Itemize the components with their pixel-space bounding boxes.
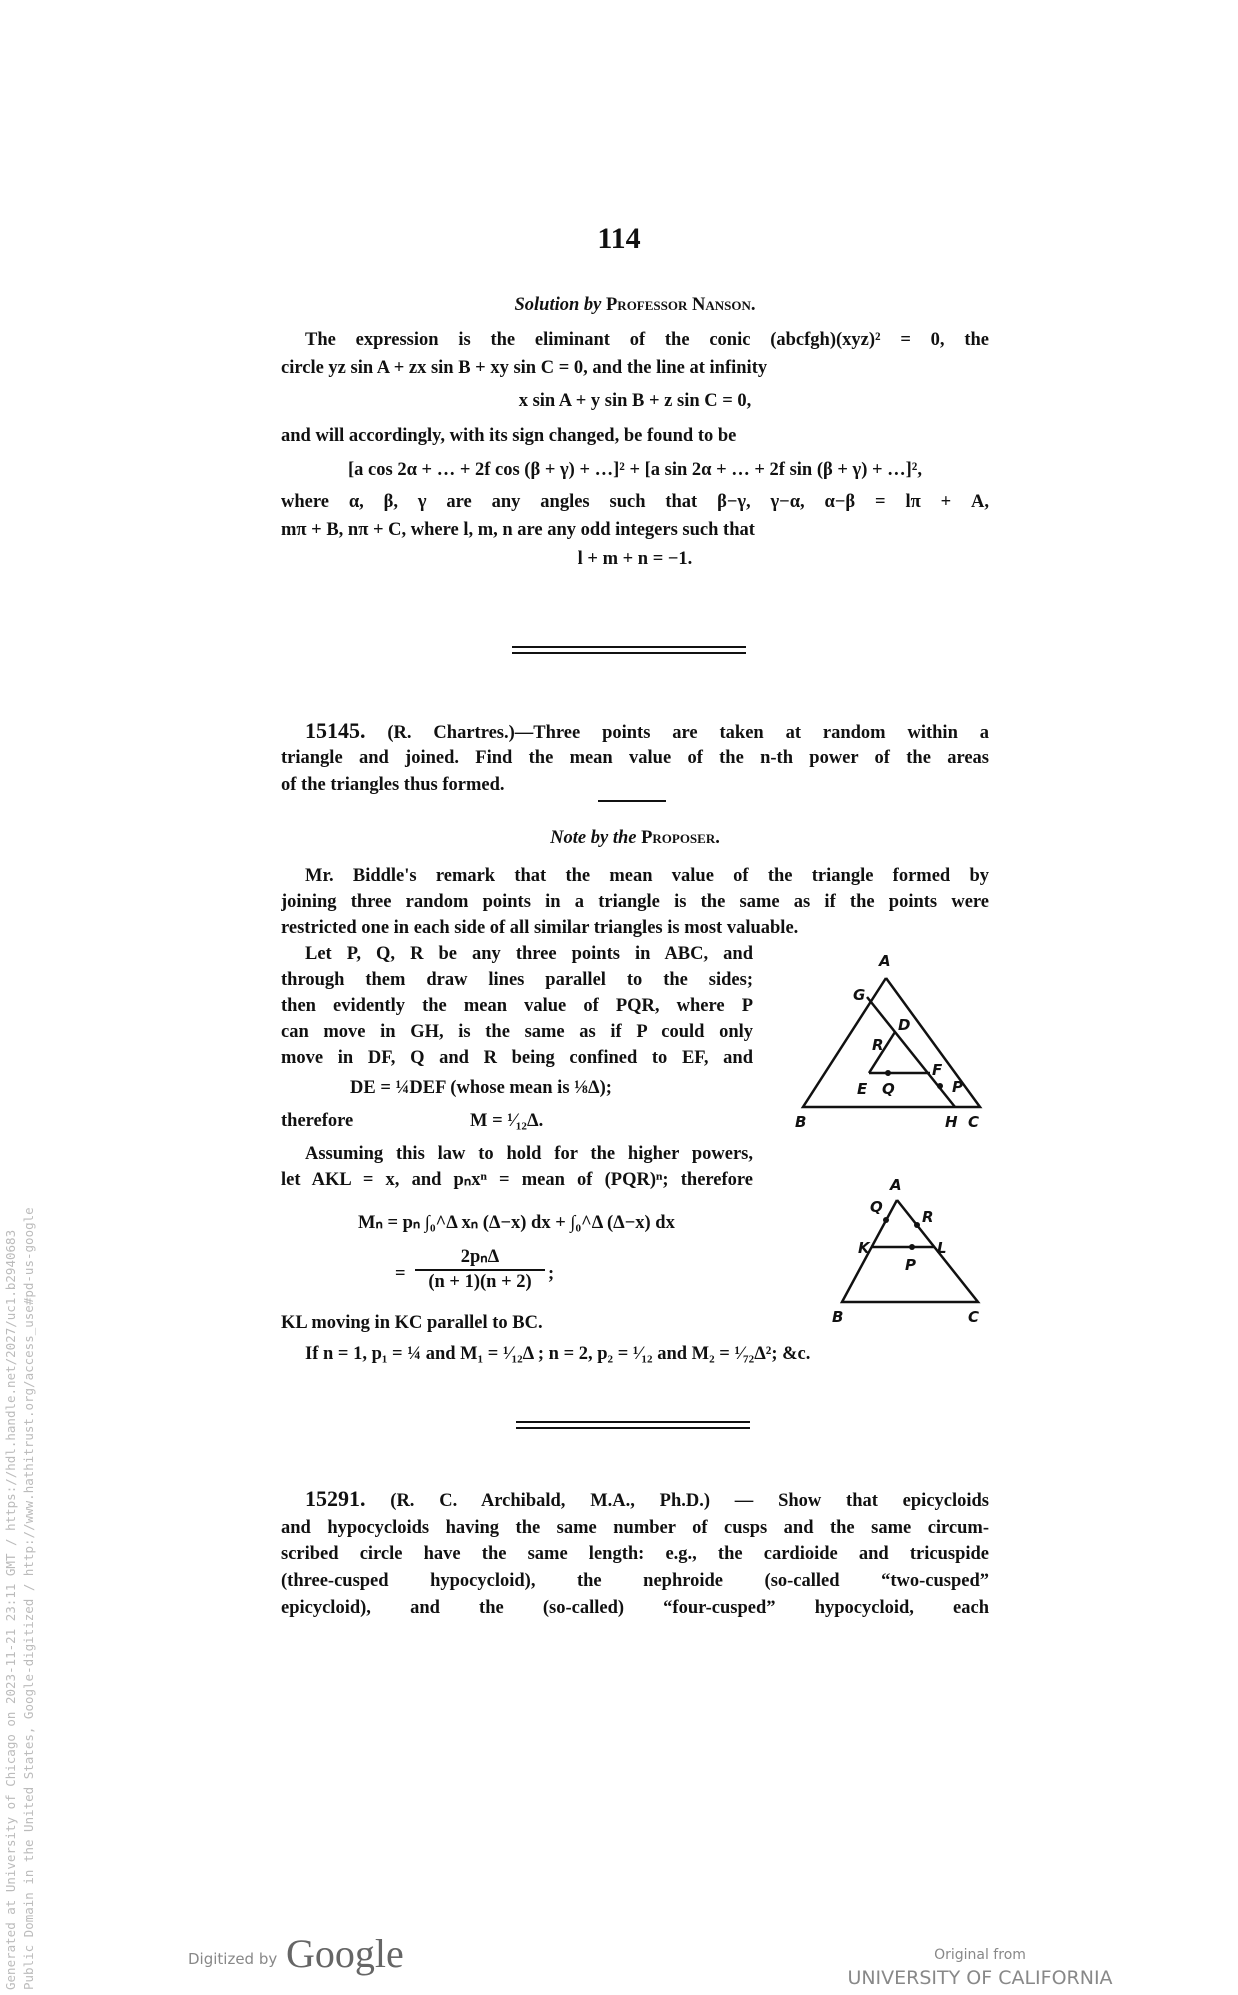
text-line: then evidently the mean value of PQR, where P: [281, 996, 753, 1016]
label-b: B: [795, 1113, 807, 1131]
equation: DE = ¼DEF (whose mean is ⅛Δ);: [350, 1078, 612, 1098]
label-p: P: [905, 1256, 916, 1274]
label-c: C: [968, 1308, 980, 1326]
fraction: [415, 1246, 545, 1293]
note-author: Proposer.: [641, 828, 720, 848]
note-heading-italic: Note by the: [550, 828, 637, 848]
solution-heading-italic: Solution by: [514, 295, 602, 315]
point-q: [883, 1217, 889, 1223]
question-line: triangle and joined. Find the mean value of the n-th power of the areas: [281, 748, 989, 768]
denominator: (n + 1)(n + 2): [428, 1272, 532, 1292]
text-line: move in DF, Q and R being confined to EF, and: [281, 1048, 753, 1068]
label-f: F: [932, 1061, 943, 1079]
question-text: (R. Chartres.)—Three points are taken at random within a: [387, 723, 989, 743]
text-line: and will accordingly, with its sign changed, be found to be: [281, 426, 737, 446]
integral-equation: Mₙ = pₙ ∫₀^Δ xₙ (Δ−x) dx + ∫₀^Δ (Δ−x) dx: [358, 1213, 675, 1233]
point-p: [937, 1083, 943, 1089]
divider: [512, 646, 746, 648]
divider: [516, 1421, 750, 1423]
question-line: [281, 1486, 989, 1512]
text-line: restricted one in each side of all similar triangles is most valuable.: [281, 918, 799, 938]
label-q: Q: [882, 1080, 895, 1098]
question-number: 15291.: [305, 1486, 366, 1511]
google-logo: Google: [286, 1931, 404, 1976]
fraction-bar: [415, 1269, 545, 1271]
text-line: where α, β, γ are any angles such that β−γ, γ−α, α−β = lπ + A,: [281, 492, 989, 512]
solution-author: Professor Nanson.: [606, 295, 756, 315]
text-line: Let P, Q, R be any three points in ABC, and: [305, 944, 753, 964]
label-b: B: [832, 1308, 844, 1326]
question-line: (three-cusped hypocycloid), the nephroide (so-called “two-cusped”: [281, 1571, 989, 1591]
label-r: R: [922, 1208, 934, 1226]
text-line: can move in GH, is the same as if P could only: [281, 1022, 753, 1042]
equals-sign: =: [395, 1264, 406, 1284]
text-line: Assuming this law to hold for the higher powers,: [305, 1144, 753, 1164]
label-a: A: [890, 1176, 902, 1194]
equation: l + m + n = −1.: [577, 549, 693, 569]
note-heading: [281, 825, 989, 851]
question-line: epicycloid), and the (so-called) “four-cusped” hypocycloid, each: [281, 1598, 989, 1618]
short-rule: [598, 800, 666, 802]
text-line: circle yz sin A + zx sin B + xy sin C = 0, and the line at infinity: [281, 358, 768, 378]
label-g: G: [853, 986, 866, 1004]
text-line: The expression is the eliminant of the conic (abcfgh)(xyz)² = 0, the: [305, 330, 989, 350]
university-label: UNIVERSITY OF CALIFORNIA: [847, 1967, 1113, 1989]
point-r: [914, 1222, 920, 1228]
question-line: scribed circle have the same length: e.g., the cardioide and tricuspide: [281, 1544, 989, 1564]
text-line: through them draw lines parallel to the sides;: [281, 970, 753, 990]
point-p: [909, 1244, 915, 1250]
hathitrust-watermark: [2, 1207, 38, 1990]
label-q: Q: [870, 1198, 883, 1216]
text-line: mπ + B, nπ + C, where l, m, n are any odd integers such that: [281, 520, 755, 540]
question-line: of the triangles thus formed.: [281, 775, 505, 795]
page-number: 114: [597, 222, 641, 255]
digitized-by-label: Digitized by: [188, 1950, 278, 1968]
equation: x sin A + y sin B + z sin C = 0,: [518, 391, 752, 411]
triangle-figure-2: [820, 1165, 1000, 1330]
label-p: P: [952, 1078, 963, 1096]
question-line: [281, 718, 989, 744]
watermark-line: Generated at University of Chicago on 2023-11-21 23:11 GMT / https://hdl.handle.net/2027/uc1.b2940683: [3, 1229, 18, 1990]
text-line: If n = 1, p₁ = ¼ and M₁ = ¹⁄₁₂Δ ; n = 2, p₂ = ¹⁄₁₂ and M₂ = ¹⁄₇₂Δ²; &c.: [305, 1344, 811, 1364]
label-k: K: [858, 1239, 870, 1257]
label-h: H: [945, 1113, 958, 1131]
text-line: joining three random points in a triangle is the same as if the points were: [281, 892, 989, 912]
point-q: [885, 1070, 891, 1076]
divider: [516, 1427, 750, 1429]
question-number: 15145.: [305, 718, 366, 743]
label-a: A: [879, 952, 891, 970]
label-c: C: [968, 1113, 980, 1131]
divider: [512, 652, 746, 654]
question-text: (R. C. Archibald, M.A., Ph.D.) — Show that epicycloids: [390, 1491, 989, 1511]
text-line: Mr. Biddle's remark that the mean value of the triangle formed by: [305, 866, 989, 886]
solution-heading: [281, 292, 989, 318]
text-line: let AKL = x, and pₙxⁿ = mean of (PQR)ⁿ; therefore: [281, 1170, 753, 1190]
triangle-figure-1: [780, 945, 1000, 1135]
label-r: R: [872, 1036, 884, 1054]
label-d: D: [898, 1016, 911, 1034]
semicolon: ;: [548, 1264, 555, 1284]
text-line: therefore: [281, 1111, 354, 1131]
label-e: E: [857, 1080, 868, 1098]
equation: [a cos 2α + … + 2f cos (β + γ) + …]² + [a sin 2α + … + 2f sin (β + γ) + …]²,: [348, 460, 922, 480]
watermark-line: Public Domain in the United States, Google-digitized / http://www.hathitrust.org/access_use#pd-us-google: [21, 1207, 36, 1990]
label-l: L: [937, 1239, 947, 1257]
question-line: and hypocycloids having the same number of cusps and the same circum-: [281, 1518, 989, 1538]
original-from-label: Original from: [934, 1947, 1026, 1963]
numerator: 2pₙΔ: [460, 1247, 500, 1267]
text-line: KL moving in KC parallel to BC.: [281, 1313, 543, 1333]
equation: M = ¹⁄₁₂Δ.: [470, 1111, 544, 1131]
